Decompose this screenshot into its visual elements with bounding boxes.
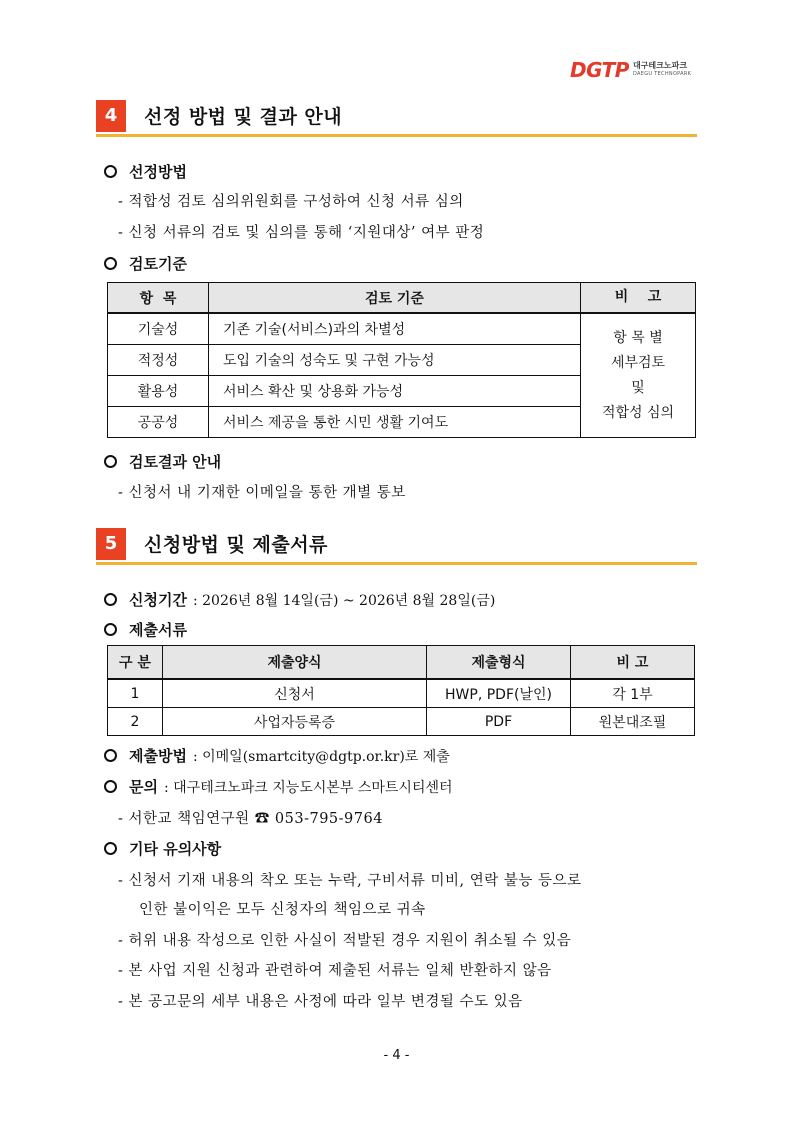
result-heading: 검토결과 안내 bbox=[104, 451, 221, 472]
other-item-1: - 신청서 기재 내용의 착오 또는 누락, 구비서류 미비, 연락 불능 등으로 bbox=[118, 873, 582, 889]
result-item-1: - 신청서 내 기재한 이메일을 통한 개별 통보 bbox=[118, 485, 406, 501]
circle-bullet-icon bbox=[104, 749, 117, 762]
other-item-1-cont: 인한 불이익은 모두 신청자의 책임으로 귀속 bbox=[139, 902, 426, 918]
section-5-header bbox=[96, 528, 697, 565]
period-label: 신청기간 bbox=[129, 591, 187, 609]
header-note: 비 고 bbox=[581, 283, 696, 314]
circle-bullet-icon bbox=[104, 842, 117, 855]
section-5-title: 신청방법 및 제출서류 bbox=[144, 534, 328, 556]
table-row: 2 사업자등록증 PDF 원본대조필 bbox=[108, 708, 695, 736]
submit-line bbox=[104, 745, 450, 766]
logo-english: DAEGU TECHNOPARK bbox=[632, 71, 692, 77]
circle-bullet-icon bbox=[104, 780, 117, 793]
submit-label: 제출방법 bbox=[129, 747, 187, 765]
section-4-title: 선정 방법 및 결과 안내 bbox=[144, 106, 343, 128]
table-row: 적정성 도입 기술의 성숙도 및 구현 가능성 bbox=[108, 345, 696, 376]
circle-bullet-icon bbox=[104, 455, 117, 468]
period-line bbox=[104, 589, 495, 610]
other-item-2: - 허위 내용 작성으로 인한 사실이 적발된 경우 지원이 취소될 수 있음 bbox=[118, 933, 572, 949]
table-row: 공공성 서비스 제공을 통한 시민 생활 기여도 bbox=[108, 407, 696, 438]
other-item-4: - 본 공고문의 세부 내용은 사정에 따라 일부 변경될 수도 있음 bbox=[118, 994, 523, 1010]
documents-table bbox=[107, 645, 695, 736]
other-item-3: - 본 사업 지원 신청과 관련하여 제출된 서류는 일체 반환하지 않음 bbox=[118, 963, 552, 979]
method-item-1: - 적합성 검토 심의위원회를 구성하여 신청 서류 심의 bbox=[118, 194, 464, 210]
inquiry-value: : 대구테크노파크 지능도시본부 스마트시티센터 bbox=[163, 779, 453, 796]
method-item-2: - 신청 서류의 검토 및 심의를 통해 ‘지원대상’ 여부 판정 bbox=[118, 225, 485, 241]
submit-value: : 이메일(smartcity@dgtp.or.kr)로 제출 bbox=[192, 748, 450, 765]
table-header-row bbox=[108, 283, 696, 314]
other-heading: 기타 유의사항 bbox=[104, 838, 221, 859]
period-value: : 2026년 8월 14일(금) ~ 2026년 8월 28일(금) bbox=[192, 592, 496, 609]
header-criterion: 검토 기준 bbox=[209, 283, 581, 314]
table-row: 기술성 기존 기술(서비스)과의 차별성 항 목 별 세부검토 및 적합성 심의 bbox=[108, 313, 696, 345]
docs-heading: 제출서류 bbox=[104, 619, 187, 640]
header-item: 항 목 bbox=[108, 283, 209, 314]
circle-bullet-icon bbox=[104, 165, 117, 178]
inquiry-line bbox=[104, 776, 453, 797]
logo-korean: 대구테크노파크 bbox=[632, 61, 688, 70]
circle-bullet-icon bbox=[104, 623, 117, 636]
table-header-row: 구 분 제출양식 제출형식 비 고 bbox=[108, 646, 695, 680]
inquiry-label: 문의 bbox=[129, 778, 158, 796]
criteria-table bbox=[107, 282, 696, 438]
method-heading: 선정방법 bbox=[104, 161, 187, 182]
section-5-number: 5 bbox=[96, 528, 126, 560]
table-row: 활용성 서비스 확산 및 상용화 가능성 bbox=[108, 376, 696, 407]
circle-bullet-icon bbox=[104, 257, 117, 270]
page-number: - 4 - bbox=[383, 1048, 410, 1063]
circle-bullet-icon bbox=[104, 593, 117, 606]
table-row: 1 신청서 HWP, PDF(날인) 각 1부 bbox=[108, 679, 695, 708]
section-4-header bbox=[96, 100, 697, 137]
criteria-note: 항 목 별 세부검토 및 적합성 심의 bbox=[581, 313, 696, 438]
criteria-heading: 검토기준 bbox=[104, 253, 187, 274]
inquiry-contact: - 서한교 책임연구원 ☎ 053-795-9764 bbox=[118, 811, 383, 827]
logo-mark: DGTP bbox=[570, 58, 629, 82]
dgtp-logo bbox=[570, 58, 691, 82]
section-4-number: 4 bbox=[96, 100, 126, 132]
